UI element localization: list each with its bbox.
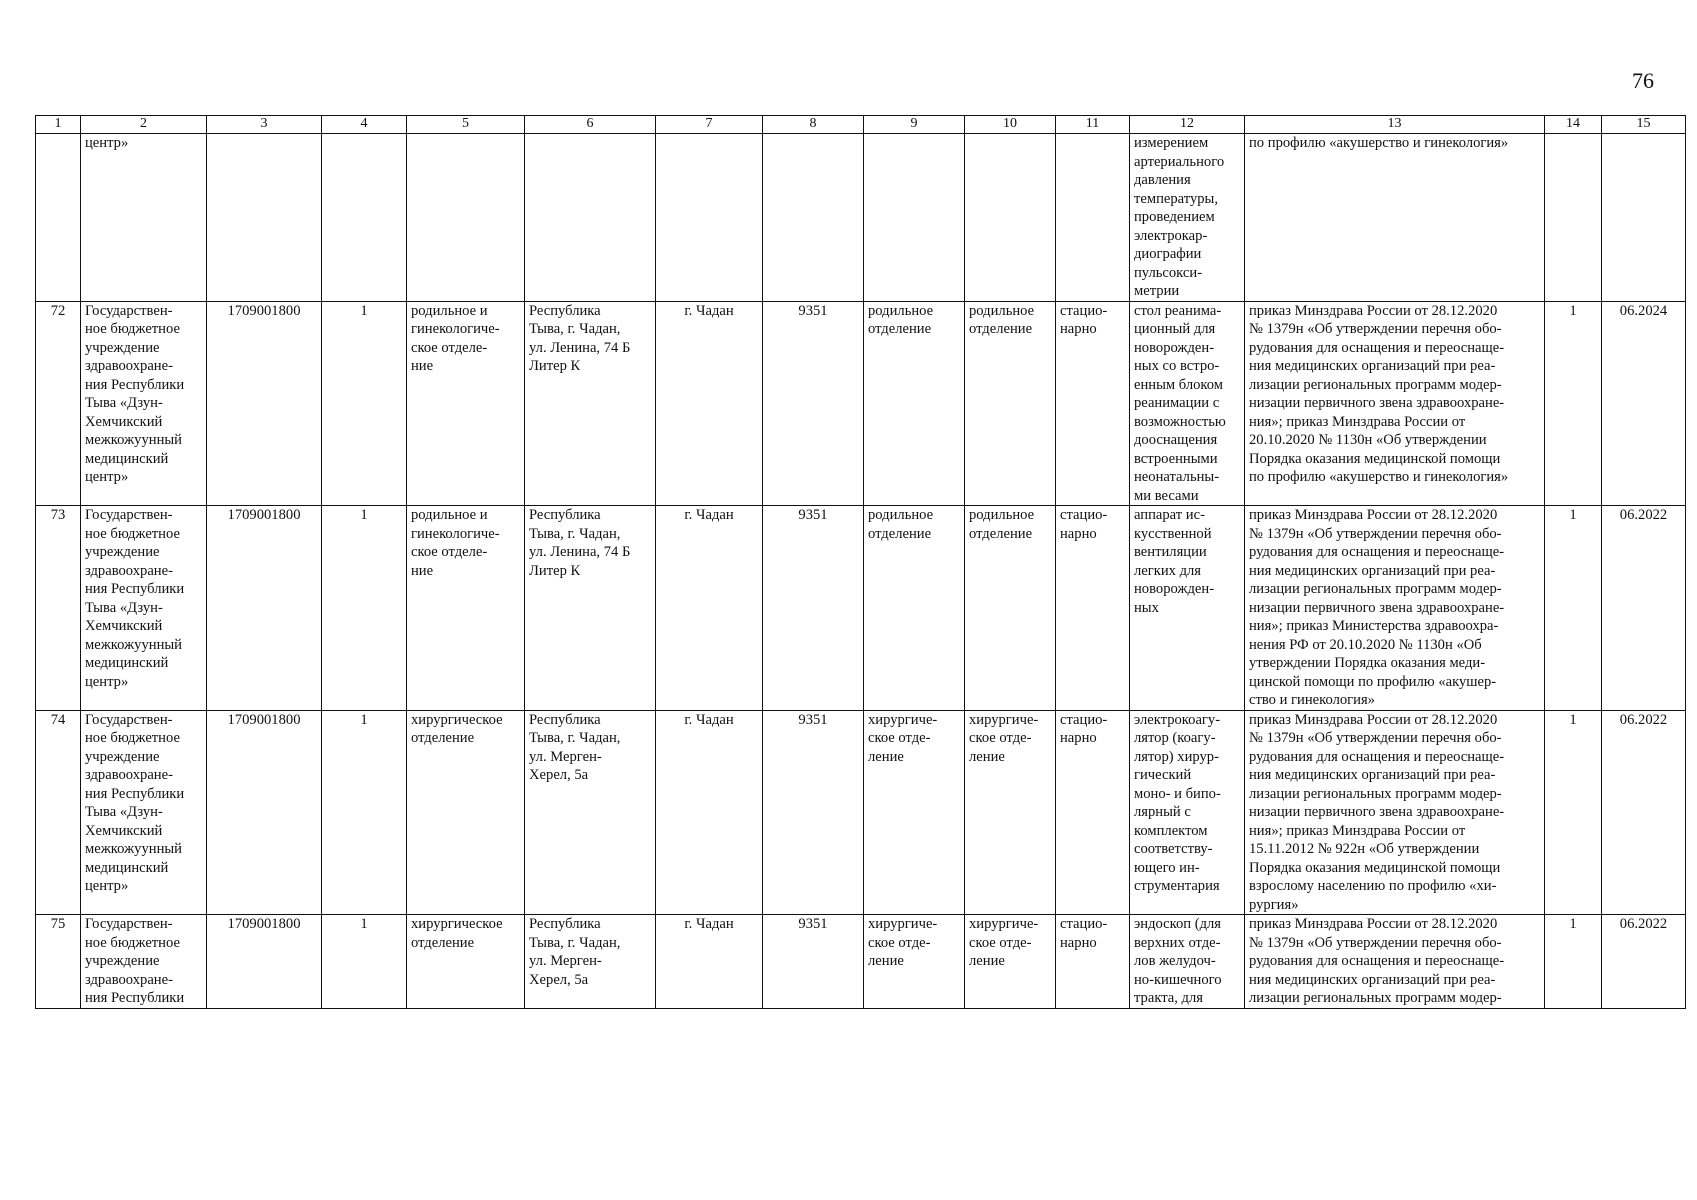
row-number-text: 74 <box>50 711 66 728</box>
cell-locality-code <box>763 710 864 915</box>
cell-address <box>525 710 656 915</box>
column-number-14: 14 <box>1545 116 1602 134</box>
organization-name-text: центр» <box>85 135 129 151</box>
cell-inn <box>207 134 322 302</box>
city-text: г. Чадан <box>684 507 734 523</box>
cell-department <box>407 915 525 1009</box>
column-number-7: 7 <box>656 116 763 134</box>
column-number-8: 8 <box>763 116 864 134</box>
cell-code <box>322 710 407 915</box>
department-text: хирургическое отделение <box>411 711 503 746</box>
cell-subunit <box>965 506 1056 711</box>
care-condition-text: стацио- нарно <box>1060 916 1108 951</box>
cell-regulation-basis <box>1245 301 1545 506</box>
department-text: хирургическое отделение <box>411 916 503 951</box>
cell-row-number <box>36 710 81 915</box>
cell-code <box>322 506 407 711</box>
column-number-3: 3 <box>207 116 322 134</box>
cell-care-condition <box>1056 506 1130 711</box>
cell-locality-code <box>763 915 864 1009</box>
cell-organization-name <box>81 301 207 506</box>
cell-city <box>656 301 763 506</box>
code-text: 1 <box>360 916 368 932</box>
cell-regulation-basis <box>1245 915 1545 1009</box>
cell-delivery-date <box>1602 134 1686 302</box>
subunit-text: родильное отделение <box>969 507 1035 542</box>
cell-subunit <box>965 301 1056 506</box>
department-text: родильное и гинекологиче- ское отделе- ние <box>411 302 500 374</box>
cell-inn <box>207 301 322 506</box>
subunit-text: хирургиче- ское отде- ление <box>969 711 1039 765</box>
cell-unit <box>864 301 965 506</box>
cell-locality-code <box>763 301 864 506</box>
column-number-5: 5 <box>407 116 525 134</box>
table-row <box>36 134 1686 302</box>
cell-unit <box>864 710 965 915</box>
cell-locality-code <box>763 134 864 302</box>
table-header <box>36 116 1686 134</box>
cell-quantity <box>1545 301 1602 506</box>
cell-delivery-date <box>1602 915 1686 1009</box>
cell-quantity <box>1545 134 1602 302</box>
cell-subunit <box>965 710 1056 915</box>
inn-text: 1709001800 <box>227 711 301 728</box>
column-number-2: 2 <box>81 116 207 134</box>
cell-address <box>525 134 656 302</box>
cell-quantity <box>1545 710 1602 915</box>
cell-address <box>525 915 656 1009</box>
cell-unit <box>864 506 965 711</box>
column-number-4: 4 <box>322 116 407 134</box>
unit-text: родильное отделение <box>868 302 934 337</box>
cell-quantity <box>1545 915 1602 1009</box>
cell-quantity <box>1545 506 1602 711</box>
table-body <box>36 134 1686 1009</box>
column-number-6: 6 <box>525 116 656 134</box>
locality-code-text: 9351 <box>798 302 828 319</box>
regulation-basis-text: приказ Минздрава России от 28.12.2020 № 1379н «Об утверждении перечня обо- рудования для оснащения и переоснаще- ния медицинских организаций при реа- лизации региональных программ модер- низации первичного звена здравоохране- ния»; приказ Министерства здравоохра- нения РФ от 20.10.2020 № 1130н «Об утверждении Порядка оказания меди- цинской помощи по профилю «акушер- ство и гинекология» <box>1249 507 1505 708</box>
cell-address <box>525 506 656 711</box>
inn-text: 1709001800 <box>227 916 301 932</box>
delivery-date-text: 06.2024 <box>1619 302 1668 319</box>
cell-row-number <box>36 506 81 711</box>
cell-code <box>322 301 407 506</box>
cell-subunit <box>965 915 1056 1009</box>
cell-inn <box>207 506 322 711</box>
regulation-basis-text: приказ Минздрава России от 28.12.2020 № 1379н «Об утверждении перечня обо- рудования для оснащения и переоснаще- ния медицинских организаций при реа- лизации региональных программ модер- <box>1249 916 1505 1006</box>
equipment-name-text: измерением артериального давления температуры, проведением электрокар- диографии пульсокси- метрии <box>1134 135 1225 299</box>
column-number-1: 1 <box>36 116 81 134</box>
cell-care-condition <box>1056 301 1130 506</box>
subunit-text: родильное отделение <box>969 302 1035 337</box>
column-number-15: 15 <box>1602 116 1686 134</box>
cell-department <box>407 301 525 506</box>
cell-equipment-name <box>1130 506 1245 711</box>
cell-equipment-name <box>1130 134 1245 302</box>
cell-care-condition <box>1056 134 1130 302</box>
quantity-text: 1 <box>1569 507 1577 523</box>
cell-code <box>322 134 407 302</box>
delivery-date-text: 06.2022 <box>1619 711 1668 728</box>
cell-city <box>656 506 763 711</box>
organization-name-text: Государствен- ное бюджетное учреждение здравоохране- ния Республики Тыва «Дзун- Хемчикский межкожуунный медицинский центр» <box>85 302 185 485</box>
column-number-10: 10 <box>965 116 1056 134</box>
cell-care-condition <box>1056 710 1130 915</box>
cell-regulation-basis <box>1245 710 1545 915</box>
cell-care-condition <box>1056 915 1130 1009</box>
equipment-name-text: стол реанима- ционный для новорожден- ных со встро- енным блоком реанимации с возможностью дооснащения встроенными неонатальны- ми весами <box>1134 302 1226 504</box>
cell-organization-name <box>81 134 207 302</box>
table-row <box>36 506 1686 711</box>
unit-text: хирургиче- ское отде- ление <box>868 711 938 765</box>
cell-row-number <box>36 915 81 1009</box>
address-text: Республика Тыва, г. Чадан, ул. Ленина, 74 Б Литер К <box>529 507 631 579</box>
cell-department <box>407 710 525 915</box>
cell-delivery-date <box>1602 710 1686 915</box>
locality-code-text: 9351 <box>798 507 828 523</box>
locality-code-text: 9351 <box>798 711 828 728</box>
unit-text: хирургиче- ское отде- ление <box>868 916 938 969</box>
delivery-date-text: 06.2022 <box>1619 916 1668 932</box>
cell-regulation-basis <box>1245 134 1545 302</box>
row-number-text: 73 <box>50 507 66 523</box>
care-condition-text: стацио- нарно <box>1060 302 1108 337</box>
cell-unit <box>864 915 965 1009</box>
cell-regulation-basis <box>1245 506 1545 711</box>
organization-name-text: Государствен- ное бюджетное учреждение здравоохране- ния Республики Тыва «Дзун- Хемчикский межкожуунный медицинский центр» <box>85 507 185 690</box>
regulation-basis-text: приказ Минздрава России от 28.12.2020 № 1379н «Об утверждении перечня обо- рудования для оснащения и переоснаще- ния медицинских организаций при реа- лизации региональных программ модер- низации первичного звена здравоохране- ния»; приказ Минздрава России от 15.11.2012 № 922н «Об утверждении Порядка оказания медицинской помощи взрослому населению по профилю «хи- рургия» <box>1249 711 1505 913</box>
table-row <box>36 301 1686 506</box>
organization-name-text: Государствен- ное бюджетное учреждение здравоохране- ния Республики Тыва «Дзун- Хемчикский межкожуунный медицинский центр» <box>85 711 185 894</box>
inn-text: 1709001800 <box>227 302 301 319</box>
cell-inn <box>207 710 322 915</box>
unit-text: родильное отделение <box>868 507 934 542</box>
column-number-11: 11 <box>1056 116 1130 134</box>
organization-name-text: Государствен- ное бюджетное учреждение здравоохране- ния Республики <box>85 916 185 1006</box>
cell-address <box>525 301 656 506</box>
locality-code-text: 9351 <box>798 916 828 932</box>
cell-subunit <box>965 134 1056 302</box>
cell-department <box>407 506 525 711</box>
cell-city <box>656 710 763 915</box>
care-condition-text: стацио- нарно <box>1060 507 1108 542</box>
cell-delivery-date <box>1602 301 1686 506</box>
cell-organization-name <box>81 506 207 711</box>
address-text: Республика Тыва, г. Чадан, ул. Мерген- Херел, 5а <box>529 916 621 988</box>
delivery-date-text: 06.2022 <box>1619 507 1668 523</box>
code-text: 1 <box>360 507 368 523</box>
quantity-text: 1 <box>1569 711 1577 728</box>
cell-department <box>407 134 525 302</box>
cell-city <box>656 134 763 302</box>
cell-code <box>322 915 407 1009</box>
equipment-registry-table <box>35 115 1686 1009</box>
inn-text: 1709001800 <box>227 507 301 523</box>
regulation-basis-text: по профилю «акушерство и гинекология» <box>1249 135 1509 151</box>
subunit-text: хирургиче- ское отде- ление <box>969 916 1039 969</box>
cell-organization-name <box>81 915 207 1009</box>
address-text: Республика Тыва, г. Чадан, ул. Ленина, 74 Б Литер К <box>529 302 631 374</box>
page-number: 76 <box>1632 68 1654 93</box>
cell-unit <box>864 134 965 302</box>
row-number-text: 72 <box>50 302 66 319</box>
department-text: родильное и гинекологиче- ское отделе- ние <box>411 507 500 579</box>
column-number-9: 9 <box>864 116 965 134</box>
row-number-text: 75 <box>50 916 66 932</box>
care-condition-text: стацио- нарно <box>1060 711 1108 746</box>
code-text: 1 <box>360 302 368 319</box>
table-row <box>36 710 1686 915</box>
column-number-13: 13 <box>1245 116 1545 134</box>
city-text: г. Чадан <box>684 916 734 932</box>
cell-delivery-date <box>1602 506 1686 711</box>
city-text: г. Чадан <box>684 302 734 319</box>
cell-equipment-name <box>1130 915 1245 1009</box>
cell-row-number <box>36 301 81 506</box>
code-text: 1 <box>360 711 368 728</box>
cell-equipment-name <box>1130 710 1245 915</box>
city-text: г. Чадан <box>684 711 734 728</box>
cell-locality-code <box>763 506 864 711</box>
regulation-basis-text: приказ Минздрава России от 28.12.2020 № 1379н «Об утверждении перечня обо- рудования для оснащения и переоснаще- ния медицинских организаций при реа- лизации региональных программ модер- низации первичного звена здравоохране- ния»; приказ Минздрава России от 20.10.2020 № 1130н «Об утверждении Порядка оказания медицинской помощи по профилю «акушерство и гинекология» <box>1249 302 1509 485</box>
equipment-name-text: эндоскоп (для верхних отде- лов желудоч- но-кишечного тракта, для <box>1134 916 1222 1006</box>
column-number-row <box>36 116 1686 134</box>
cell-equipment-name <box>1130 301 1245 506</box>
quantity-text: 1 <box>1569 916 1577 932</box>
address-text: Республика Тыва, г. Чадан, ул. Мерген- Херел, 5а <box>529 711 621 783</box>
equipment-name-text: электрокоагу- лятор (коагу- лятор) хирур- гический моно- и бипо- лярный с комплектом соответству- ющего ин- струментария <box>1134 711 1221 894</box>
equipment-name-text: аппарат ис- кусственной вентиляции легких для новорожден- ных <box>1134 507 1215 616</box>
cell-city <box>656 915 763 1009</box>
quantity-text: 1 <box>1569 302 1577 319</box>
cell-row-number <box>36 134 81 302</box>
column-number-12: 12 <box>1130 116 1245 134</box>
cell-inn <box>207 915 322 1009</box>
table-row <box>36 915 1686 1009</box>
cell-organization-name <box>81 710 207 915</box>
